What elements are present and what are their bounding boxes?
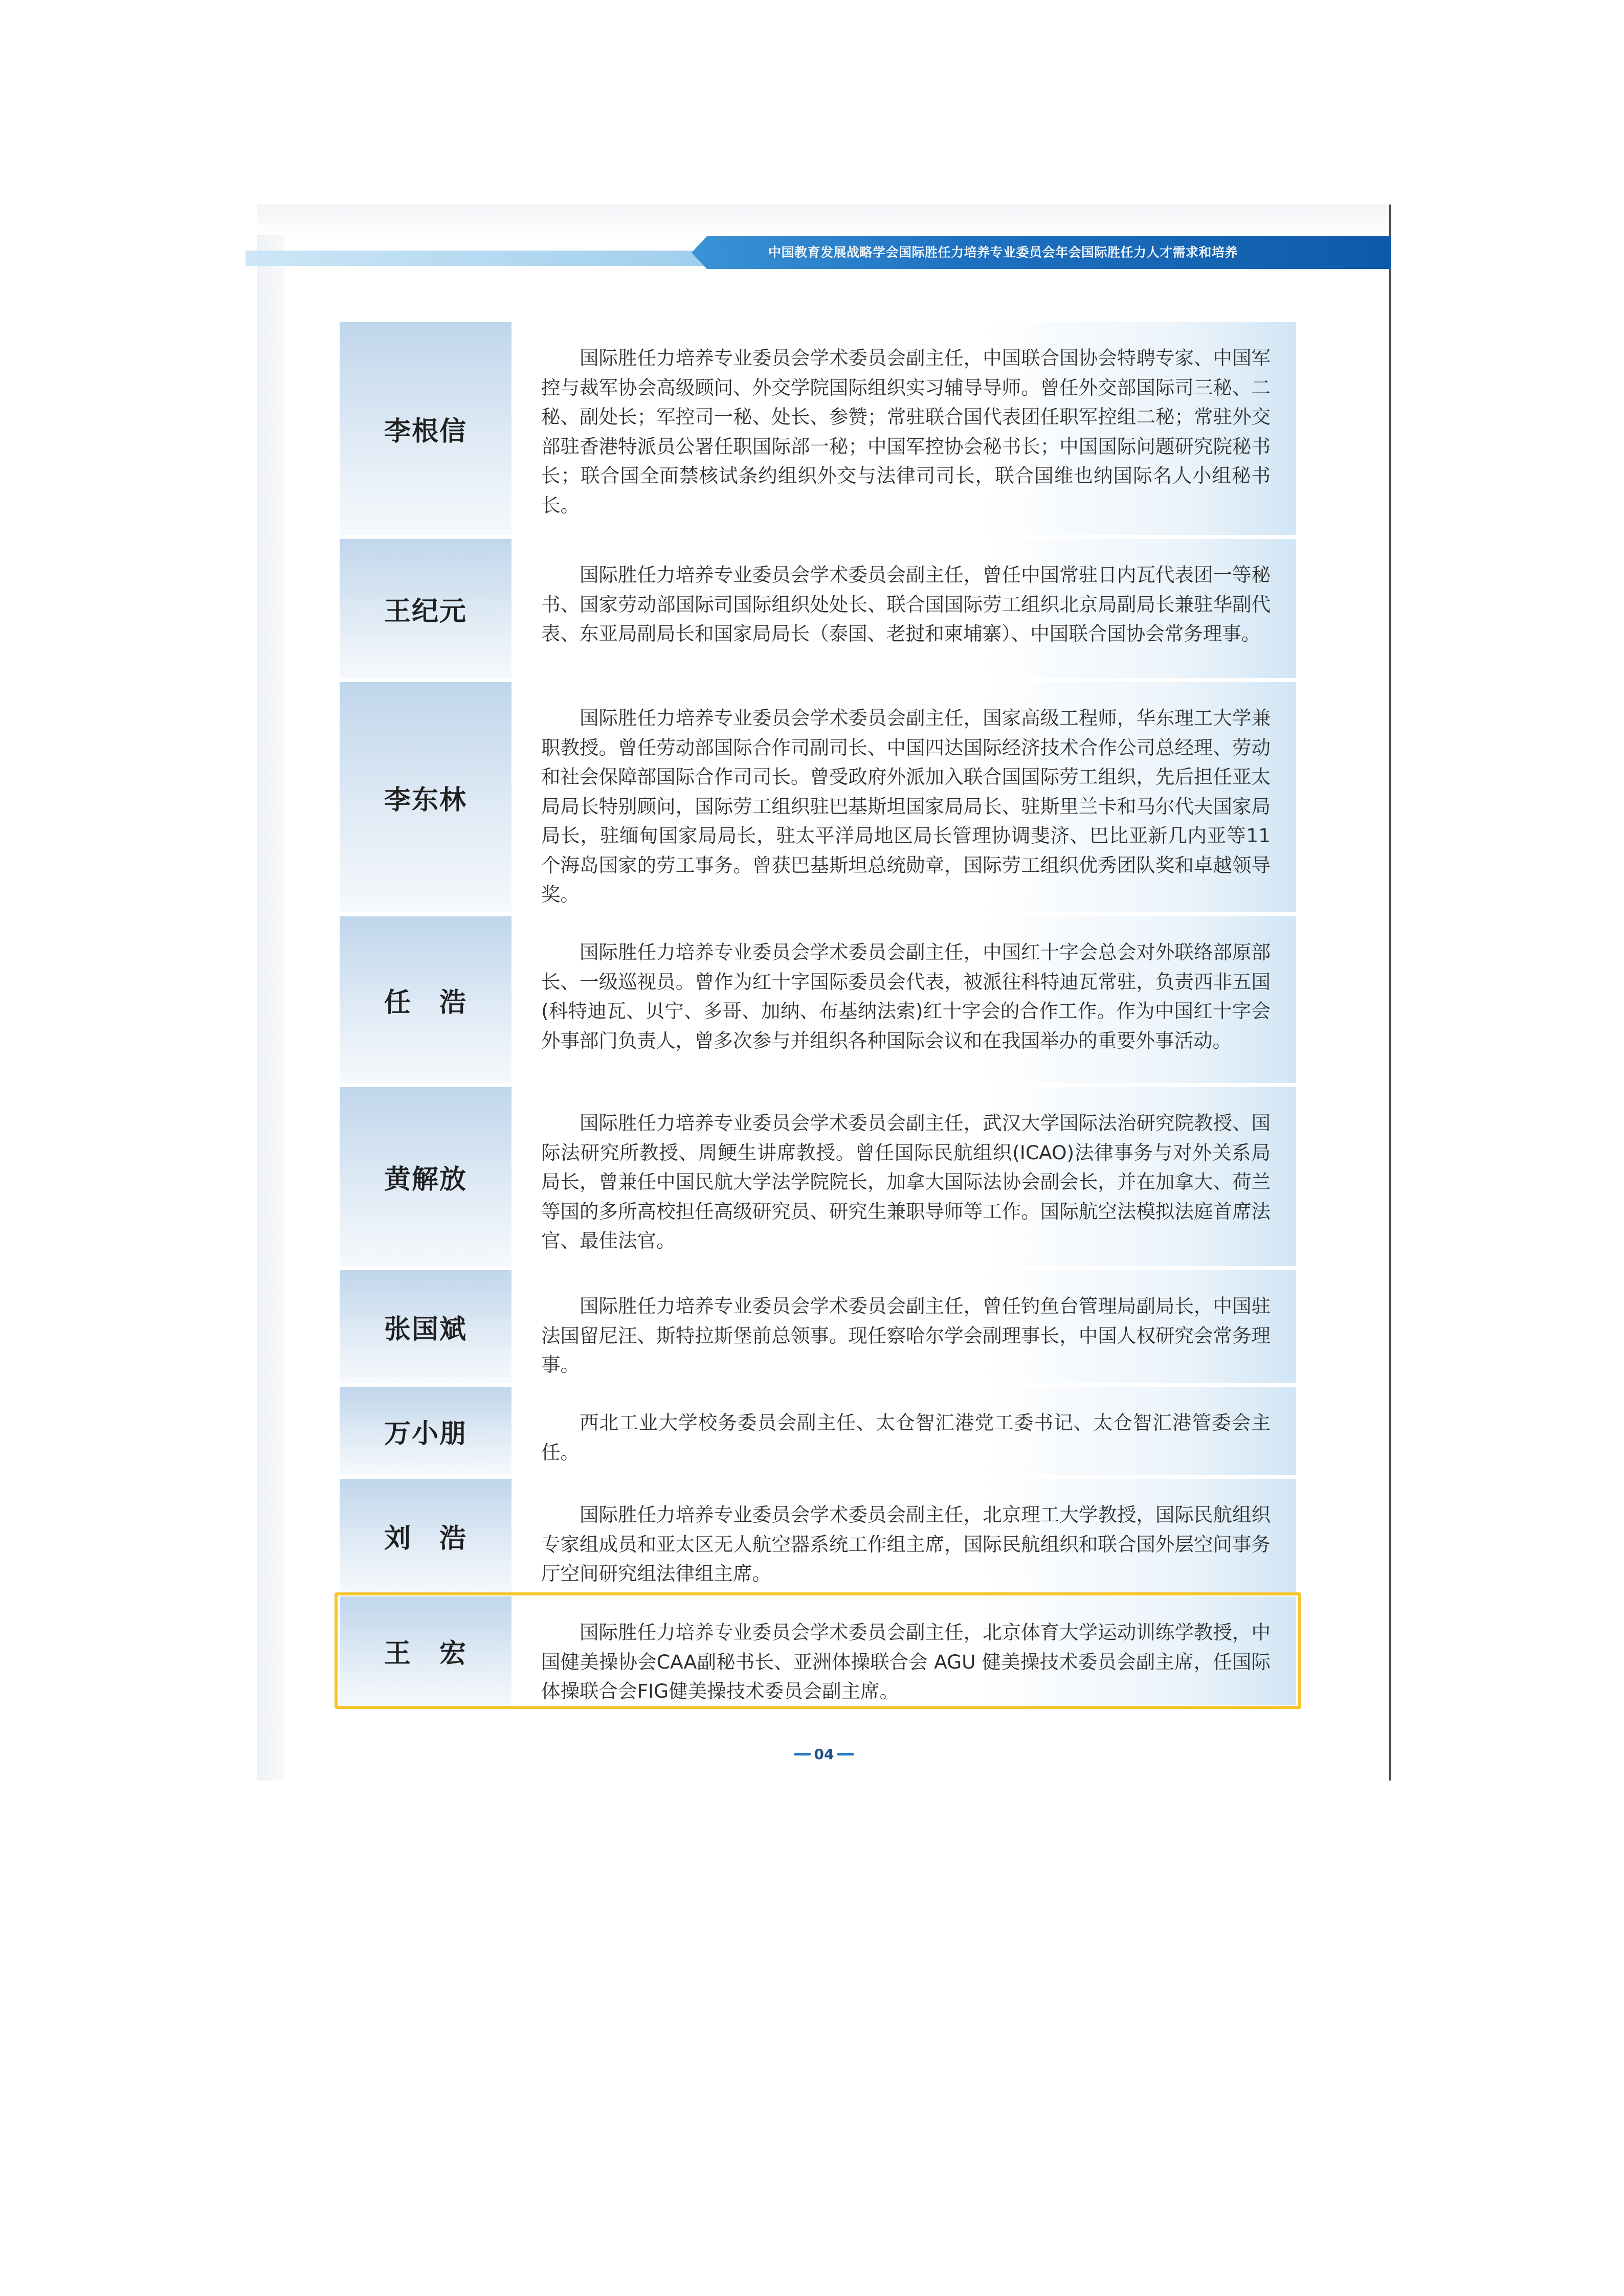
member-desc-cell	[516, 1270, 1296, 1383]
member-desc-cell	[516, 916, 1296, 1083]
member-row	[340, 682, 1296, 912]
member-desc-cell	[516, 322, 1296, 535]
member-name-cell	[340, 1087, 511, 1266]
member-row	[340, 1087, 1296, 1266]
member-desc: 国际胜任力培养专业委员会学术委员会副主任，北京理工大学教授，国际民航组织专家组成员和亚太区无人航空器系统工作组主席，国际民航组织和联合国外层空间事务厅空间研究组法律组主席。	[541, 1503, 1271, 1585]
member-desc-cell	[516, 1596, 1296, 1705]
member-row	[340, 916, 1296, 1083]
member-desc: 国际胜任力培养专业委员会学术委员会副主任，北京体育大学运动训练学教授，中国健美操协会CAA副秘书长、亚洲体操联合会 AGU 健美操技术委员会副主席，任国际体操联合会FIG健美操技术委员会副主席。	[541, 1621, 1271, 1702]
member-name: 张国斌	[384, 1314, 467, 1345]
member-name-cell	[340, 682, 511, 912]
header-title: 中国教育发展战略学会国际胜任力培养专业委员会年会国际胜任力人才需求和培养	[768, 245, 1238, 260]
member-name: 刘 浩	[384, 1523, 467, 1554]
page-gutter-shade	[257, 205, 285, 1781]
member-desc-cell	[516, 1087, 1296, 1266]
member-desc: 国际胜任力培养专业委员会学术委员会副主任，曾任中国常驻日内瓦代表团一等秘书、国家劳动部国际司国际组织处处长、联合国国际劳工组织北京局副局长兼驻华副代表、东亚局副局长和国家局局长（泰国、老挝和柬埔寨）、中国联合国协会常务理事。	[541, 564, 1271, 645]
member-desc: 国际胜任力培养专业委员会学术委员会副主任，曾任钓鱼台管理局副局长，中国驻法国留尼汪、斯特拉斯堡前总领事。现任察哈尔学会副理事长，中国人权研究会常务理事。	[541, 1295, 1271, 1376]
page-number-dash-left	[794, 1753, 811, 1755]
member-name: 王 宏	[384, 1638, 467, 1669]
member-name-cell	[340, 1596, 511, 1705]
member-row	[340, 1270, 1296, 1383]
member-desc: 西北工业大学校务委员会副主任、太仓智汇港党工委书记、太仓智汇港管委会主任。	[541, 1411, 1271, 1464]
member-desc: 国际胜任力培养专业委员会学术委员会副主任，中国联合国协会特聘专家、中国军控与裁军协会高级顾问、外交学院国际组织实习辅导导师。曾任外交部国际司三秘、二秘、副处长；军控司一秘、处长、参赞；常驻联合国代表团任职军控组二秘；常驻外交部驻香港特派员公署任职国际部一秘；中国军控协会秘书长；中国国际问题研究院秘书长；联合国全面禁核试条约组织外交与法律司司长，联合国维也纳国际名人小组秘书长。	[541, 347, 1271, 516]
member-desc: 国际胜任力培养专业委员会学术委员会副主任，国家高级工程师，华东理工大学兼职教授。曾任劳动部国际合作司副司长、中国四达国际经济技术合作公司总经理、劳动和社会保障部国际合作司司长。曾受政府外派加入联合国国际劳工组织，先后担任亚太局局长特别顾问，国际劳工组织驻巴基斯坦国家局局长、驻斯里兰卡和马尔代夫国家局局长，驻缅甸国家局局长，驻太平洋局地区局长管理协调斐济、巴比亚新几内亚等11个海岛国家的劳工事务。曾获巴基斯坦总统勋章，国际劳工组织优秀团队奖和卓越领导奖。	[541, 707, 1271, 906]
member-name: 黄解放	[384, 1164, 467, 1195]
member-desc-cell	[516, 682, 1296, 912]
member-name: 万小朋	[384, 1418, 467, 1449]
member-row-highlighted	[340, 1596, 1296, 1705]
member-name-cell	[340, 916, 511, 1083]
page-number	[257, 1744, 1391, 1764]
member-row	[340, 539, 1296, 678]
member-name: 任 浩	[384, 987, 467, 1018]
page-right-edge	[1389, 205, 1391, 1781]
page-number-text: 04	[814, 1745, 834, 1763]
member-name-cell	[340, 322, 511, 535]
member-name: 李东林	[384, 784, 467, 816]
member-name-cell	[340, 1479, 511, 1592]
member-name: 王纪元	[384, 596, 467, 627]
document-page	[257, 205, 1391, 1781]
member-row	[340, 322, 1296, 535]
member-desc-cell	[516, 1479, 1296, 1592]
member-name: 李根信	[384, 416, 467, 447]
page-top-shade	[257, 205, 1391, 235]
member-name-cell	[340, 1270, 511, 1383]
member-desc: 国际胜任力培养专业委员会学术委员会副主任，中国红十字会总会对外联络部原部长、一级巡视员。曾作为红十字国际委员会代表，被派往科特迪瓦常驻，负责西非五国(科特迪瓦、贝宁、多哥、加纳、布基纳法索)红十字会的合作工作。作为中国红十字会外事部门负责人，曾多次参与并组织各种国际会议和在我国举办的重要外事活动。	[541, 941, 1271, 1052]
member-row	[340, 1479, 1296, 1592]
member-desc-cell	[516, 1387, 1296, 1475]
page-number-dash-right	[837, 1753, 854, 1755]
member-name-cell	[340, 1387, 511, 1475]
member-desc-cell	[516, 539, 1296, 678]
members-table	[340, 322, 1296, 1705]
member-row	[340, 1387, 1296, 1475]
member-name-cell	[340, 539, 511, 678]
member-desc: 国际胜任力培养专业委员会学术委员会副主任，武汉大学国际法治研究院教授、国际法研究所教授、周鲠生讲席教授。曾任国际民航组织(ICAO)法律事务与对外关系局局长，曾兼任中国民航大学法学院院长，加拿大国际法协会副会长，并在加拿大、荷兰等国的多所高校担任高级研究员、研究生兼职导师等工作。国际航空法模拟法庭首席法官、最佳法官。	[541, 1112, 1271, 1252]
